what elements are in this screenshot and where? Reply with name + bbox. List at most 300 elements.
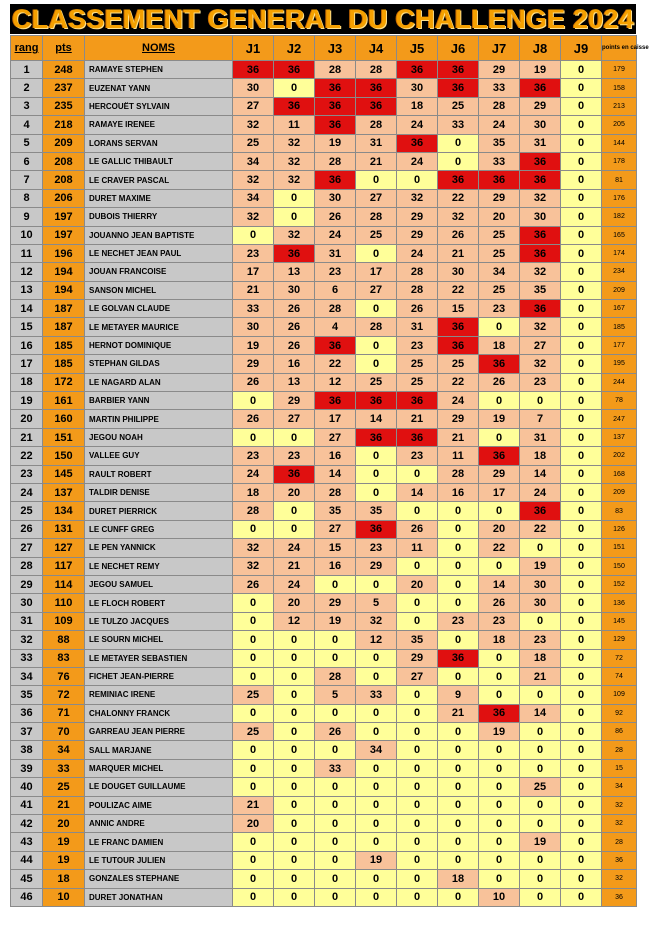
points-en-caisse-cell: 178 <box>602 152 637 170</box>
score-cell: 0 <box>520 851 561 869</box>
score-cell: 25 <box>233 723 274 741</box>
points-en-caisse-cell: 244 <box>602 373 637 391</box>
score-cell: 36 <box>438 171 479 189</box>
table-row <box>11 851 637 869</box>
points-cell: 248 <box>43 61 85 79</box>
score-cell: 0 <box>356 778 397 796</box>
score-cell: 36 <box>438 61 479 79</box>
score-cell: 0 <box>561 631 602 649</box>
score-cell: 0 <box>438 796 479 814</box>
score-cell: 0 <box>356 465 397 483</box>
table-row <box>11 373 637 391</box>
score-cell: 30 <box>315 189 356 207</box>
table-row <box>11 759 637 777</box>
score-cell: 0 <box>520 392 561 410</box>
score-cell: 0 <box>561 134 602 152</box>
score-cell: 23 <box>356 539 397 557</box>
score-cell: 0 <box>356 833 397 851</box>
score-cell: 0 <box>561 612 602 630</box>
score-cell: 11 <box>274 116 315 134</box>
score-cell: 0 <box>438 741 479 759</box>
score-cell: 35 <box>479 134 520 152</box>
score-cell: 29 <box>397 208 438 226</box>
score-cell: 26 <box>233 410 274 428</box>
name-cell: REMINIAC IRENE <box>85 686 233 704</box>
table-row <box>11 134 637 152</box>
rank-cell: 11 <box>11 244 43 262</box>
header-rang: rang <box>11 36 43 61</box>
points-en-caisse-cell: 109 <box>602 686 637 704</box>
table-row <box>11 355 637 373</box>
score-cell: 7 <box>520 410 561 428</box>
score-cell: 14 <box>520 704 561 722</box>
score-cell: 36 <box>438 79 479 97</box>
score-cell: 36 <box>520 171 561 189</box>
score-cell: 14 <box>315 465 356 483</box>
score-cell: 26 <box>315 208 356 226</box>
score-cell: 27 <box>315 428 356 446</box>
points-en-caisse-cell: 209 <box>602 281 637 299</box>
score-cell: 0 <box>561 300 602 318</box>
name-cell: LE NECHET JEAN PAUL <box>85 244 233 262</box>
score-cell: 0 <box>479 649 520 667</box>
score-cell: 0 <box>561 447 602 465</box>
name-cell: JEGOU SAMUEL <box>85 575 233 593</box>
points-cell: 196 <box>43 244 85 262</box>
score-cell: 0 <box>479 667 520 685</box>
score-cell: 23 <box>479 612 520 630</box>
rank-cell: 10 <box>11 226 43 244</box>
score-cell: 21 <box>356 152 397 170</box>
score-cell: 29 <box>397 649 438 667</box>
points-cell: 208 <box>43 171 85 189</box>
name-cell: LORANS SERVAN <box>85 134 233 152</box>
score-cell: 36 <box>315 392 356 410</box>
points-en-caisse-cell: 92 <box>602 704 637 722</box>
score-cell: 0 <box>561 667 602 685</box>
points-en-caisse-cell: 36 <box>602 851 637 869</box>
rank-cell: 35 <box>11 686 43 704</box>
score-cell: 0 <box>438 833 479 851</box>
name-cell: HERNOT DOMINIQUE <box>85 336 233 354</box>
score-cell: 28 <box>479 97 520 115</box>
score-cell: 0 <box>561 851 602 869</box>
score-cell: 28 <box>315 667 356 685</box>
score-cell: 26 <box>274 336 315 354</box>
score-cell: 0 <box>520 796 561 814</box>
score-cell: 0 <box>561 208 602 226</box>
score-cell: 24 <box>397 116 438 134</box>
score-cell: 32 <box>274 171 315 189</box>
score-cell: 0 <box>356 355 397 373</box>
points-cell: 19 <box>43 851 85 869</box>
score-cell: 0 <box>397 502 438 520</box>
score-cell: 0 <box>274 741 315 759</box>
score-cell: 0 <box>356 667 397 685</box>
score-cell: 32 <box>233 171 274 189</box>
score-cell: 0 <box>315 833 356 851</box>
points-cell: 70 <box>43 723 85 741</box>
score-cell: 32 <box>520 189 561 207</box>
table-row <box>11 447 637 465</box>
table-row <box>11 465 637 483</box>
score-cell: 0 <box>233 778 274 796</box>
points-en-caisse-cell: 28 <box>602 741 637 759</box>
score-cell: 0 <box>233 667 274 685</box>
points-en-caisse-cell: 167 <box>602 300 637 318</box>
score-cell: 0 <box>397 759 438 777</box>
score-cell: 0 <box>356 704 397 722</box>
score-cell: 33 <box>233 300 274 318</box>
table-row <box>11 116 637 134</box>
score-cell: 0 <box>561 116 602 134</box>
score-cell: 32 <box>274 134 315 152</box>
score-cell: 36 <box>397 61 438 79</box>
score-cell: 32 <box>438 208 479 226</box>
score-cell: 0 <box>233 631 274 649</box>
score-cell: 14 <box>356 410 397 428</box>
score-cell: 0 <box>315 649 356 667</box>
rank-cell: 22 <box>11 447 43 465</box>
table-row <box>11 649 637 667</box>
points-en-caisse-cell: 34 <box>602 778 637 796</box>
score-cell: 23 <box>397 447 438 465</box>
score-cell: 0 <box>561 704 602 722</box>
table-row <box>11 410 637 428</box>
score-cell: 26 <box>274 300 315 318</box>
score-cell: 0 <box>561 226 602 244</box>
score-cell: 0 <box>274 888 315 906</box>
score-cell: 32 <box>274 152 315 170</box>
header-j4: J4 <box>356 36 397 61</box>
points-cell: 235 <box>43 97 85 115</box>
score-cell: 11 <box>438 447 479 465</box>
score-cell: 36 <box>274 61 315 79</box>
score-cell: 0 <box>561 483 602 501</box>
score-cell: 30 <box>274 281 315 299</box>
score-cell: 30 <box>520 594 561 612</box>
score-cell: 0 <box>274 704 315 722</box>
points-cell: 150 <box>43 447 85 465</box>
score-cell: 0 <box>479 815 520 833</box>
score-cell: 25 <box>520 778 561 796</box>
rank-cell: 20 <box>11 410 43 428</box>
score-cell: 27 <box>356 281 397 299</box>
score-cell: 0 <box>561 815 602 833</box>
score-cell: 23 <box>520 373 561 391</box>
score-cell: 32 <box>356 612 397 630</box>
rank-cell: 6 <box>11 152 43 170</box>
score-cell: 0 <box>438 888 479 906</box>
score-cell: 0 <box>233 833 274 851</box>
score-cell: 36 <box>356 428 397 446</box>
score-cell: 4 <box>315 318 356 336</box>
score-cell: 32 <box>233 539 274 557</box>
points-cell: 197 <box>43 226 85 244</box>
score-cell: 0 <box>561 244 602 262</box>
table-row <box>11 263 637 281</box>
score-cell: 0 <box>561 686 602 704</box>
table-row <box>11 594 637 612</box>
points-en-caisse-cell: 174 <box>602 244 637 262</box>
name-cell: JEGOU NOAH <box>85 428 233 446</box>
name-cell: DURET JONATHAN <box>85 888 233 906</box>
score-cell: 0 <box>479 833 520 851</box>
table-row <box>11 575 637 593</box>
score-cell: 21 <box>233 796 274 814</box>
points-en-caisse-cell: 15 <box>602 759 637 777</box>
table-row <box>11 171 637 189</box>
score-cell: 0 <box>561 888 602 906</box>
header-noms: NOMS <box>85 36 233 61</box>
score-cell: 0 <box>561 373 602 391</box>
score-cell: 36 <box>479 447 520 465</box>
name-cell: LE SOURN MICHEL <box>85 631 233 649</box>
points-en-caisse-cell: 158 <box>602 79 637 97</box>
score-cell: 22 <box>438 373 479 391</box>
score-cell: 0 <box>356 244 397 262</box>
rank-cell: 18 <box>11 373 43 391</box>
table-row <box>11 226 637 244</box>
score-cell: 17 <box>356 263 397 281</box>
points-cell: 145 <box>43 465 85 483</box>
score-cell: 0 <box>438 152 479 170</box>
score-cell: 18 <box>520 649 561 667</box>
score-cell: 0 <box>561 152 602 170</box>
points-en-caisse-cell: 205 <box>602 116 637 134</box>
score-cell: 25 <box>479 244 520 262</box>
points-cell: 218 <box>43 116 85 134</box>
header-row <box>11 36 637 61</box>
score-cell: 0 <box>274 189 315 207</box>
points-cell: 131 <box>43 520 85 538</box>
score-cell: 0 <box>479 796 520 814</box>
score-cell: 11 <box>397 539 438 557</box>
rank-cell: 32 <box>11 631 43 649</box>
score-cell: 0 <box>233 888 274 906</box>
score-cell: 34 <box>233 152 274 170</box>
score-cell: 0 <box>561 263 602 281</box>
score-cell: 28 <box>233 502 274 520</box>
score-cell: 0 <box>274 723 315 741</box>
score-cell: 23 <box>233 447 274 465</box>
score-cell: 29 <box>479 189 520 207</box>
score-cell: 14 <box>397 483 438 501</box>
score-cell: 26 <box>479 594 520 612</box>
score-cell: 0 <box>520 759 561 777</box>
score-cell: 29 <box>397 226 438 244</box>
score-cell: 36 <box>356 97 397 115</box>
points-en-caisse-cell: 168 <box>602 465 637 483</box>
points-en-caisse-cell: 144 <box>602 134 637 152</box>
name-cell: GARREAU JEAN PIERRE <box>85 723 233 741</box>
rank-cell: 8 <box>11 189 43 207</box>
name-cell: STEPHAN GILDAS <box>85 355 233 373</box>
score-cell: 25 <box>438 355 479 373</box>
table-row <box>11 815 637 833</box>
score-cell: 27 <box>233 97 274 115</box>
name-cell: LE METAYER MAURICE <box>85 318 233 336</box>
score-cell: 27 <box>397 667 438 685</box>
table-row <box>11 97 637 115</box>
score-cell: 32 <box>233 208 274 226</box>
score-cell: 25 <box>233 134 274 152</box>
score-cell: 0 <box>356 888 397 906</box>
rank-cell: 16 <box>11 336 43 354</box>
rank-cell: 30 <box>11 594 43 612</box>
score-cell: 28 <box>315 483 356 501</box>
score-cell: 25 <box>479 281 520 299</box>
score-cell: 0 <box>479 686 520 704</box>
score-cell: 0 <box>438 594 479 612</box>
score-cell: 28 <box>315 152 356 170</box>
points-en-caisse-cell: 126 <box>602 520 637 538</box>
score-cell: 0 <box>438 631 479 649</box>
score-cell: 0 <box>561 520 602 538</box>
score-cell: 36 <box>520 79 561 97</box>
score-cell: 0 <box>561 557 602 575</box>
score-cell: 16 <box>315 557 356 575</box>
score-cell: 0 <box>520 870 561 888</box>
score-cell: 29 <box>520 97 561 115</box>
score-cell: 0 <box>274 686 315 704</box>
score-cell: 19 <box>315 612 356 630</box>
points-cell: 134 <box>43 502 85 520</box>
score-cell: 24 <box>397 244 438 262</box>
score-cell: 36 <box>438 336 479 354</box>
score-cell: 24 <box>274 575 315 593</box>
name-cell: SALL MARJANE <box>85 741 233 759</box>
score-cell: 36 <box>397 134 438 152</box>
ranking-table <box>10 35 649 907</box>
score-cell: 0 <box>356 300 397 318</box>
table-row <box>11 723 637 741</box>
score-cell: 23 <box>397 336 438 354</box>
rank-cell: 42 <box>11 815 43 833</box>
rank-cell: 7 <box>11 171 43 189</box>
score-cell: 29 <box>315 594 356 612</box>
score-cell: 21 <box>233 281 274 299</box>
score-cell: 36 <box>315 97 356 115</box>
points-cell: 19 <box>43 833 85 851</box>
score-cell: 0 <box>561 465 602 483</box>
score-cell: 21 <box>438 428 479 446</box>
score-cell: 21 <box>438 244 479 262</box>
points-cell: 187 <box>43 318 85 336</box>
rank-cell: 25 <box>11 502 43 520</box>
score-cell: 24 <box>233 465 274 483</box>
name-cell: MARTIN PHILIPPE <box>85 410 233 428</box>
score-cell: 36 <box>356 520 397 538</box>
score-cell: 29 <box>233 355 274 373</box>
name-cell: LE PEN YANNICK <box>85 539 233 557</box>
points-cell: 33 <box>43 759 85 777</box>
score-cell: 22 <box>438 281 479 299</box>
score-cell: 0 <box>479 851 520 869</box>
score-cell: 25 <box>397 373 438 391</box>
score-cell: 0 <box>274 759 315 777</box>
table-row <box>11 152 637 170</box>
rank-cell: 12 <box>11 263 43 281</box>
score-cell: 36 <box>479 171 520 189</box>
ranking-rows <box>11 61 637 907</box>
points-en-caisse-cell: 81 <box>602 171 637 189</box>
score-cell: 19 <box>479 410 520 428</box>
score-cell: 14 <box>479 575 520 593</box>
score-cell: 28 <box>356 318 397 336</box>
score-cell: 0 <box>356 796 397 814</box>
rank-cell: 43 <box>11 833 43 851</box>
score-cell: 0 <box>479 741 520 759</box>
score-cell: 26 <box>274 318 315 336</box>
points-en-caisse-cell: 165 <box>602 226 637 244</box>
table-row <box>11 667 637 685</box>
rank-cell: 1 <box>11 61 43 79</box>
score-cell: 0 <box>274 796 315 814</box>
points-en-caisse-cell: 129 <box>602 631 637 649</box>
score-cell: 35 <box>315 502 356 520</box>
name-cell: LE GOLVAN CLAUDE <box>85 300 233 318</box>
name-cell: JOUAN FRANCOISE <box>85 263 233 281</box>
points-en-caisse-cell: 152 <box>602 575 637 593</box>
table-row <box>11 796 637 814</box>
score-cell: 0 <box>356 759 397 777</box>
points-en-caisse-cell: 202 <box>602 447 637 465</box>
score-cell: 30 <box>438 263 479 281</box>
score-cell: 0 <box>397 723 438 741</box>
score-cell: 36 <box>520 244 561 262</box>
score-cell: 0 <box>397 833 438 851</box>
points-cell: 197 <box>43 208 85 226</box>
points-en-caisse-cell: 195 <box>602 355 637 373</box>
points-en-caisse-cell: 185 <box>602 318 637 336</box>
score-cell: 30 <box>397 79 438 97</box>
points-cell: 185 <box>43 355 85 373</box>
score-cell: 24 <box>438 392 479 410</box>
score-cell: 0 <box>561 61 602 79</box>
score-cell: 27 <box>274 410 315 428</box>
score-cell: 0 <box>561 594 602 612</box>
score-cell: 20 <box>479 208 520 226</box>
score-cell: 33 <box>479 152 520 170</box>
score-cell: 32 <box>520 263 561 281</box>
name-cell: LE GALLIC THIBAULT <box>85 152 233 170</box>
name-cell: RAMAYE IRENEE <box>85 116 233 134</box>
score-cell: 0 <box>438 575 479 593</box>
score-cell: 15 <box>438 300 479 318</box>
name-cell: VALLEE GUY <box>85 447 233 465</box>
points-cell: 110 <box>43 594 85 612</box>
score-cell: 20 <box>233 815 274 833</box>
score-cell: 20 <box>274 483 315 501</box>
score-cell: 0 <box>438 539 479 557</box>
score-cell: 19 <box>520 61 561 79</box>
score-cell: 0 <box>233 612 274 630</box>
points-en-caisse-cell: 32 <box>602 796 637 814</box>
points-cell: 185 <box>43 336 85 354</box>
score-cell: 36 <box>315 116 356 134</box>
name-cell: ANNIC ANDRE <box>85 815 233 833</box>
table-row <box>11 686 637 704</box>
points-cell: 34 <box>43 741 85 759</box>
score-cell: 24 <box>315 226 356 244</box>
score-cell: 0 <box>479 778 520 796</box>
score-cell: 0 <box>520 741 561 759</box>
score-cell: 0 <box>561 502 602 520</box>
points-cell: 71 <box>43 704 85 722</box>
score-cell: 36 <box>397 428 438 446</box>
name-cell: LE TULZO JACQUES <box>85 612 233 630</box>
